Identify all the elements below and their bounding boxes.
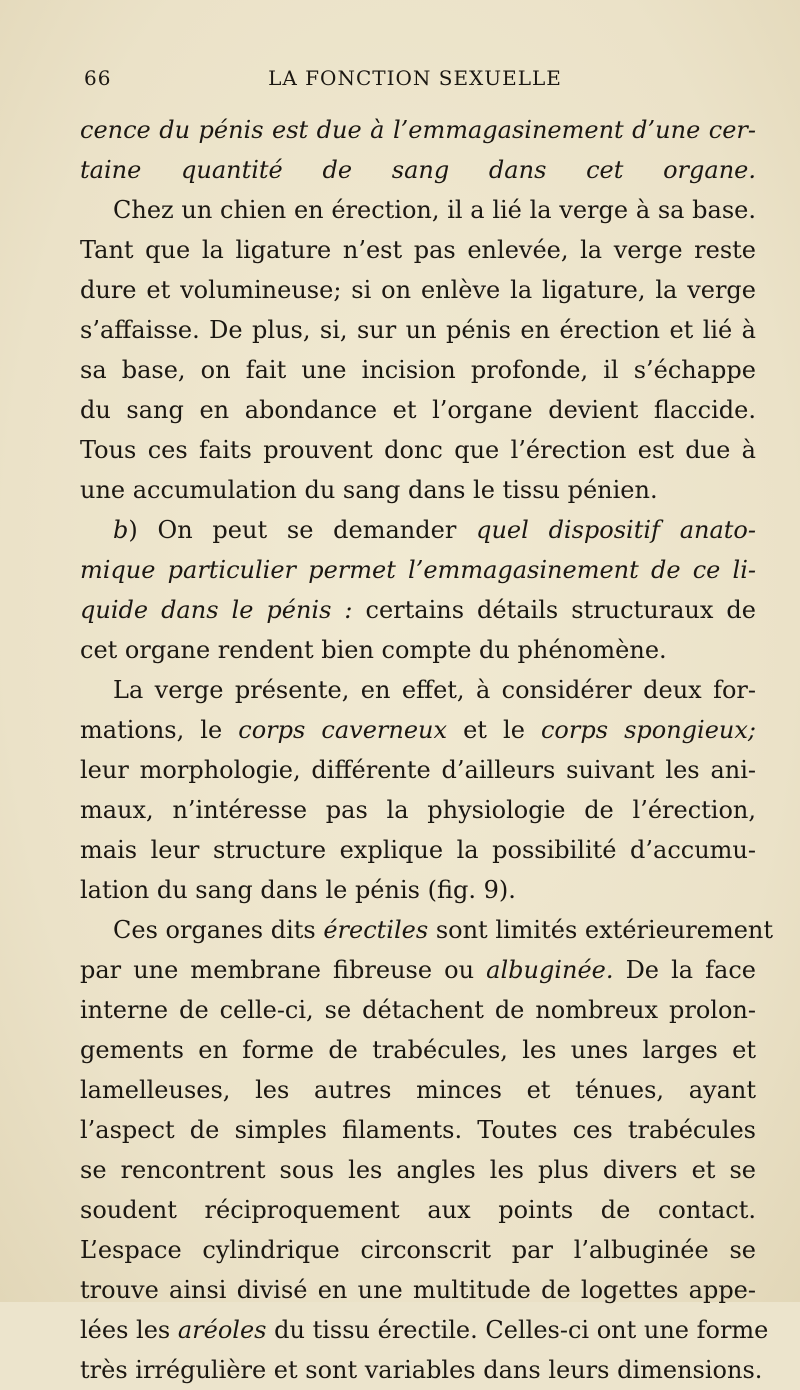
text-line [80, 150, 756, 190]
italic-text: quel dispositif anato- [476, 516, 756, 544]
text-segment: lamelleuses, les autres minces et ténues, ayant [80, 1076, 756, 1104]
text-segment: leur morphologie, différente d’ailleurs suivant les ani- [80, 756, 756, 784]
running-title: LA FONCTION SEXUELLE [268, 66, 562, 90]
text-line [80, 1350, 763, 1390]
text-line [80, 910, 774, 950]
italic-text: aréoles [177, 1316, 267, 1344]
text-segment: l’aspect de simples filaments. Toutes ces trabécules [80, 1116, 756, 1144]
text-segment: lation du sang dans le pénis (fig. 9). [80, 876, 516, 904]
text-segment: mations, le [80, 716, 239, 744]
text-segment: lées les [80, 1316, 178, 1344]
italic-text: b [113, 516, 129, 544]
text-segment: du sang en abondance et l’organe devient flaccide. [80, 396, 756, 424]
text-segment: trouve ainsi divisé en une multitude de logettes appe- [80, 1276, 756, 1304]
text-line [80, 870, 756, 910]
text-segment: très irrégulière et sont variables dans leurs dimensions. [80, 1356, 763, 1384]
text-line [80, 230, 756, 270]
text-segment: par une membrane fibreuse ou [80, 956, 487, 984]
text-line [80, 990, 756, 1030]
text-segment: sont limités extérieurement [428, 916, 774, 944]
text-segment: Tant que la ligature n’est pas enlevée, la verge reste [80, 236, 756, 264]
text-line [80, 750, 756, 790]
text-line [80, 590, 756, 630]
text-segment: ) On peut se demander [128, 516, 477, 544]
italic-text: mique particulier permet l’emmagasinement de ce li- [80, 556, 756, 584]
text-line [80, 310, 756, 350]
italic-text: corps caverneux [238, 716, 448, 744]
text-segment: et le [447, 716, 541, 744]
text-segment: gements en forme de trabécules, les unes larges et [80, 1036, 756, 1064]
text-segment: Tous ces faits prouvent donc que l’érection est due à [80, 436, 756, 464]
text-segment: La verge présente, en effet, à considérer deux for- [113, 676, 756, 704]
text-segment: Ces organes dits [113, 916, 324, 944]
text-segment: L’espace cylindrique circonscrit par l’albuginée se [80, 1236, 756, 1264]
text-line [80, 670, 756, 710]
text-line [80, 1270, 756, 1310]
text-line [80, 1230, 756, 1270]
text-line [80, 1310, 769, 1350]
text-line [80, 270, 756, 310]
text-segment: mais leur structure explique la possibilité d’accumu- [80, 836, 756, 864]
italic-text: albuginée. [486, 956, 614, 984]
text-segment: Chez un chien en érection, il a lié la verge à sa base. [113, 196, 756, 224]
page-header [80, 66, 750, 94]
text-line [80, 190, 756, 230]
text-segment: De la face [613, 956, 757, 984]
text-segment: soudent réciproquement aux points de contact. [80, 1196, 756, 1224]
text-segment: s’affaisse. De plus, si, sur un pénis en érection et lié à [80, 316, 756, 344]
text-segment: du tissu érectile. Celles-ci ont une forme [266, 1316, 769, 1344]
text-line [80, 550, 756, 590]
text-segment: sa base, on fait une incision profonde, il s’échappe [80, 356, 756, 384]
text-line [80, 1070, 756, 1110]
text-line [80, 350, 756, 390]
page-number: 66 [84, 66, 112, 90]
italic-text: érectiles [323, 916, 429, 944]
text-segment: certains détails structuraux de [352, 596, 756, 624]
text-line [80, 1030, 756, 1070]
text-segment: une accumulation du sang dans le tissu pénien. [80, 476, 658, 504]
text-line [80, 830, 756, 870]
text-line [80, 390, 756, 430]
italic-text: corps spongieux; [540, 716, 757, 744]
text-line [80, 1150, 756, 1190]
text-line [80, 1190, 756, 1230]
text-segment: interne de celle-ci, se détachent de nombreux prolon- [80, 996, 756, 1024]
text-line [80, 470, 756, 510]
text-segment: se rencontrent sous les angles les plus divers et se [80, 1156, 756, 1184]
text-line [80, 790, 756, 830]
text-line [80, 430, 756, 470]
text-line [80, 630, 756, 670]
text-line [80, 110, 756, 150]
text-segment: dure et volumineuse; si on enlève la ligature, la verge [80, 276, 756, 304]
italic-text: taine quantité de sang dans cet organe. [80, 156, 756, 184]
text-segment: cet organe rendent bien compte du phénomène. [80, 636, 667, 664]
text-line [80, 710, 756, 750]
text-line [80, 510, 756, 550]
text-line [80, 950, 756, 990]
italic-text: quide dans le pénis : [80, 596, 353, 624]
body-text [80, 110, 774, 1390]
text-line [80, 1110, 756, 1150]
italic-text: cence du pénis est due à l’emmagasinement d’une cer- [80, 116, 756, 144]
text-segment: maux, n’intéresse pas la physiologie de l’érection, [80, 796, 756, 824]
